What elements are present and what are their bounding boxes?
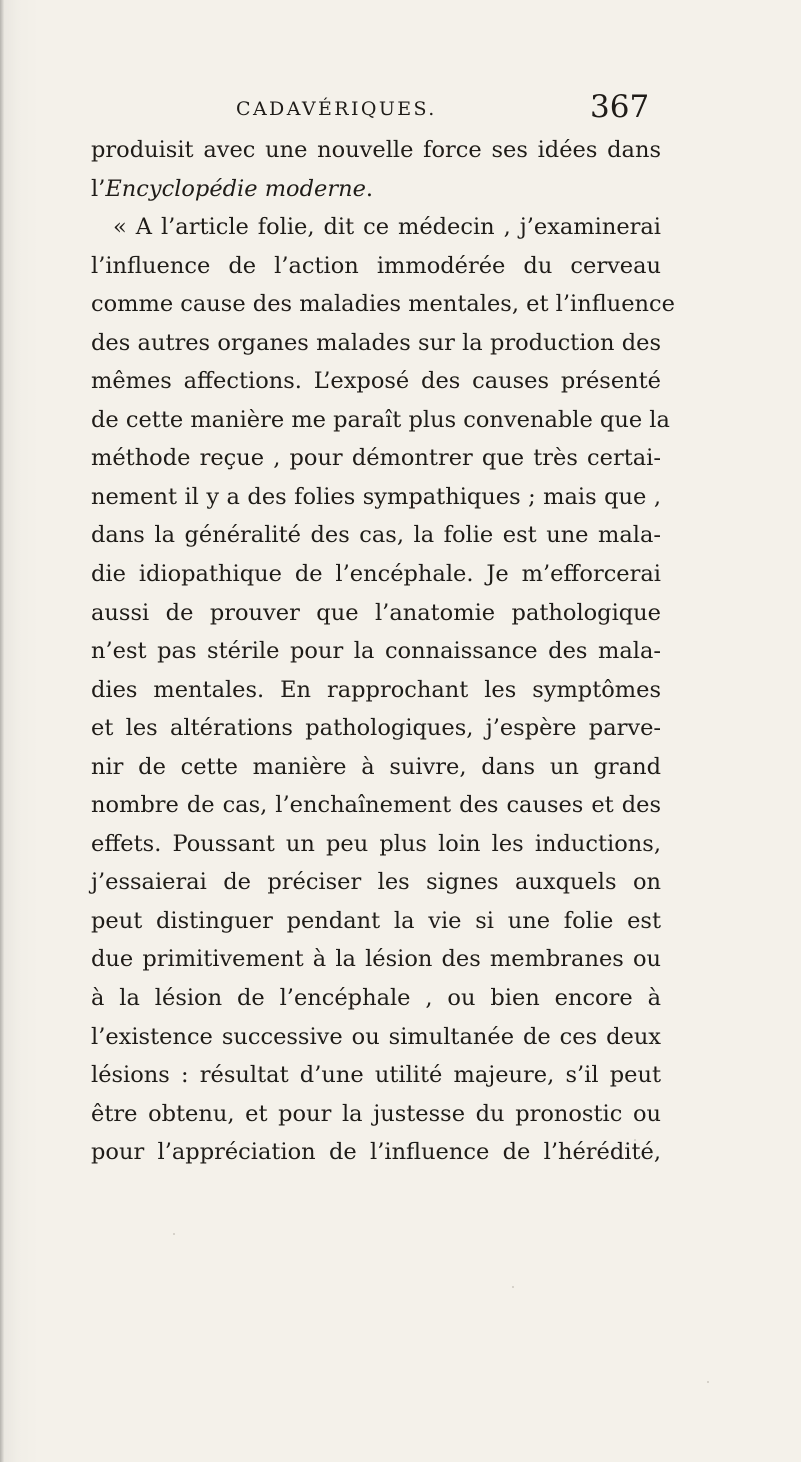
text-line-7: mêmes affections. L’exposé des causes présenté (91, 368, 661, 395)
text-line-2 (91, 170, 661, 209)
text-line-21: peut distinguer pendant la vie si une folie est (91, 907, 661, 934)
text-line-11: dans la généralité des cas, la folie est une mala- (91, 522, 661, 549)
page-number: 367 (590, 89, 650, 125)
page-header (0, 90, 801, 130)
text-line-5: comme cause des maladies mentales, et l’influence (91, 291, 675, 318)
text-line-1: produisit avec une nouvelle force ses idées dans (91, 137, 661, 163)
paper-speck (512, 1286, 514, 1288)
text-line-19: effets. Poussant un peu plus loin les inductions, (91, 830, 661, 857)
text-line-18: nombre de cas, l’enchaînement des causes et des (91, 792, 661, 819)
text-line-12: die idiopathique de l’encéphale. Je m’efforcerai (91, 561, 661, 588)
text-line-15: dies mentales. En rapprochant les symptômes (91, 676, 661, 703)
text-line-26: être obtenu, et pour la justesse du pronostic ou (91, 1100, 661, 1127)
text-line-13: aussi de prouver que l’anatomie pathologique (91, 599, 661, 626)
page-gutter-shadow (0, 0, 4, 1462)
text-line-25: lésions : résultat d’une utilité majeure, s’il peut (91, 1062, 661, 1089)
text-line-16: et les altérations pathologiques, j’espère parve- (91, 715, 661, 742)
running-head: CADAVÉRIQUES. (236, 98, 437, 120)
text-line-24: l’existence successive ou simultanée de ces deux (91, 1023, 661, 1050)
body-text (91, 131, 675, 1172)
text-line-23: à la lésion de l’encéphale , ou bien encore à (91, 985, 661, 1012)
paper-speck (173, 1233, 175, 1235)
text-line-17: nir de cette manière à suivre, dans un grand (91, 753, 661, 780)
text-line-2-prefix: l’ (91, 175, 106, 202)
text-line-6: des autres organes malades sur la production des (91, 329, 661, 356)
text-line-3: « A l’article folie, dit ce médecin , j’examinerai (113, 214, 661, 241)
text-line-22: due primitivement à la lésion des membranes ou (91, 946, 661, 973)
text-line-4: l’influence de l’action immodérée du cerveau (91, 252, 661, 279)
text-line-20: j’essaierai de préciser les signes auxquels on (91, 869, 661, 896)
text-line-2-italic-title: Encyclopédie moderne (105, 175, 366, 202)
paper-speck (707, 1381, 709, 1383)
text-line-27: pour l’appréciation de l’influence de l’hérédité, (91, 1139, 661, 1166)
text-line-8: de cette manière me paraît plus convenable que la (91, 406, 670, 433)
text-line-14: n’est pas stérile pour la connaissance des mala- (91, 638, 661, 665)
text-line-10: nement il y a des folies sympathiques ; mais que , (91, 483, 661, 510)
text-line-9: méthode reçue , pour démontrer que très certai- (91, 445, 661, 472)
text-line-2-suffix: . (365, 175, 374, 202)
